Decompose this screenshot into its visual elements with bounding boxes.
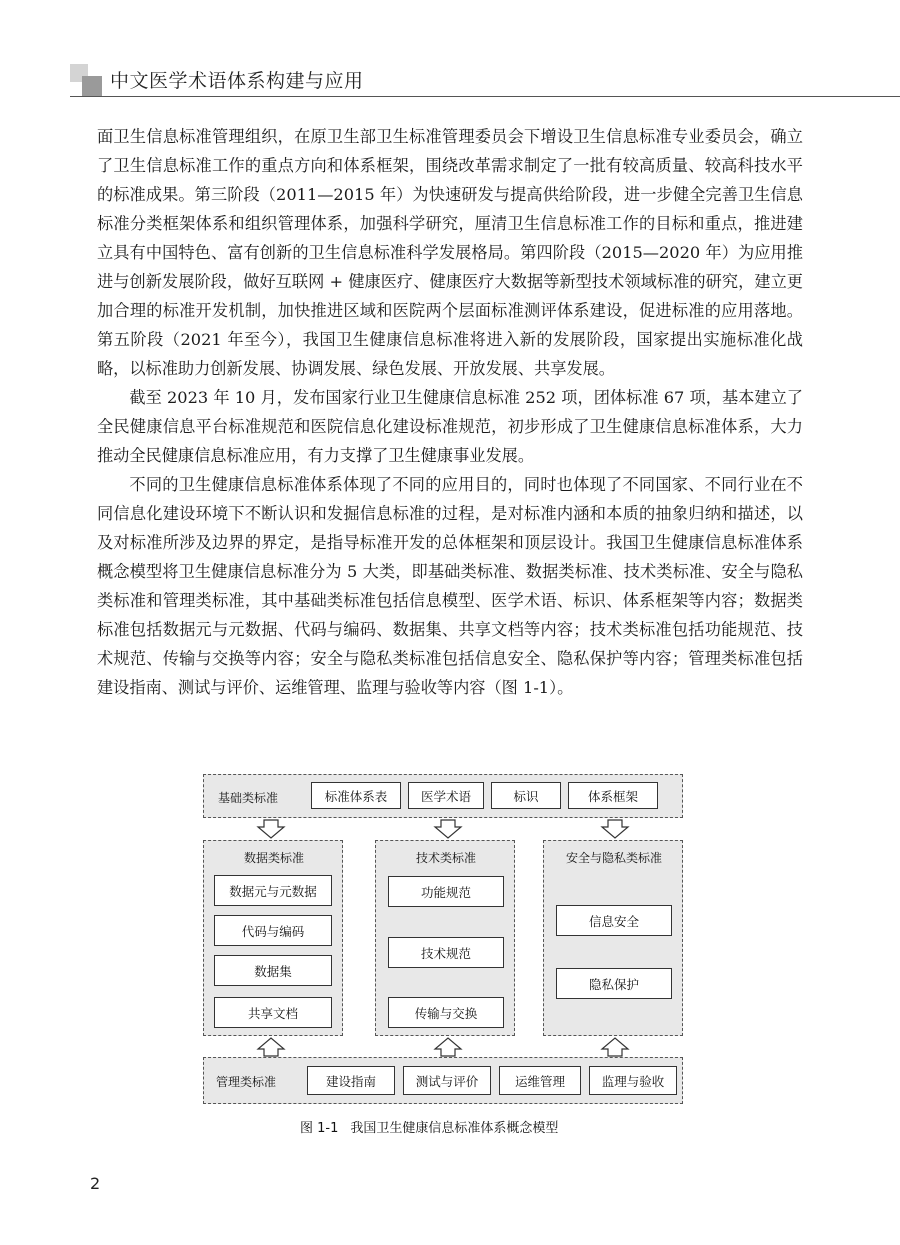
panel-tech: [375, 840, 515, 1036]
panel-management: [203, 1057, 683, 1104]
panel-security: [543, 840, 683, 1036]
node-basic-4: 体系框架: [568, 782, 658, 809]
figure-caption: [300, 1117, 558, 1136]
figure-caption-text: 我国卫生健康信息标准体系概念模型: [350, 1121, 559, 1136]
panel-data-label: 数据类标准: [243, 851, 304, 865]
figure-caption-number: 图 1-1: [300, 1121, 339, 1136]
node-tech-2: 技术规范: [388, 937, 504, 968]
node-management-3: 运维管理: [499, 1066, 581, 1095]
panel-basic-label: 基础类标准: [218, 791, 279, 805]
panel-management-label: 管理类标准: [216, 1075, 277, 1089]
arrow-down-icon: [433, 819, 463, 839]
paragraph-1: 面卫生信息标准管理组织，在原卫生部卫生标准管理委员会下增设卫生信息标准专业委员会，确立了卫生信息标准工作的重点方向和体系框架，围绕改革需求制定了一批有较高质量、较高科技水平的标准成果。第三阶段（2011—2015 年）为快速研发与提高供给阶段，进一步健全完善卫生信息标准分类框架体系和组织管理体系，加强科学研究，厘清卫生信息标准工作的目标和重点，推进建立具有中国特色、富有创新的卫生信息标准科学发展格局。第四阶段（2015—2020 年）为应用推进与创新发展阶段，做好互联网 + 健康医疗、健康医疗大数据等新型技术领域标准的研究，建立更加合理的标准开发机制，加快推进区域和医院两个层面标准测评体系建设，促进标准的应用落地。第五阶段（2021 年至今），我国卫生健康信息标准将进入新的发展阶段，国家提出实施标准化战略，以标准助力创新发展、协调发展、绿色发展、开放发展、共享发展。: [97, 127, 803, 378]
body-text: [97, 122, 803, 702]
arrow-up-icon: [433, 1037, 463, 1057]
node-data-3: 数据集: [214, 955, 332, 986]
arrow-down-icon: [256, 819, 286, 839]
paragraph-3: 不同的卫生健康信息标准体系体现了不同的应用目的，同时也体现了不同国家、不同行业在不同信息化建设环境下不断认识和发掘信息标准的过程，是对标准内涵和本质的抽象归纳和描述，以及对标准所涉及边界的界定，是指导标准开发的总体框架和顶层设计。我国卫生健康信息标准体系概念模型将卫生健康信息标准分为 5 大类，即基础类标准、数据类标准、技术类标准、安全与隐私类标准和管理类标准，其中基础类标准包括信息模型、医学术语、标识、体系框架等内容；数据类标准包括数据元与元数据、代码与编码、数据集、共享文档等内容；技术类标准包括功能规范、技术规范、传输与交换等内容；安全与隐私类标准包括信息安全、隐私保护等内容；管理类标准包括建设指南、测试与评价、运维管理、监理与验收等内容（图 1-1）。: [97, 475, 803, 697]
node-basic-2: 医学术语: [408, 782, 484, 809]
node-basic-3: 标识: [491, 782, 561, 809]
node-security-2: 隐私保护: [556, 968, 672, 999]
header-ornament: [70, 64, 104, 98]
node-management-4: 监理与验收: [589, 1066, 677, 1095]
running-header-title: 中文医学术语体系构建与应用: [110, 70, 364, 92]
panel-security-label: 安全与隐私类标准: [565, 851, 662, 865]
arrow-up-icon: [256, 1037, 286, 1057]
node-data-4: 共享文档: [214, 997, 332, 1028]
figure-1-1: [203, 774, 683, 1104]
arrow-down-icon: [600, 819, 630, 839]
node-basic-1: 标准体系表: [311, 782, 401, 809]
panel-basic: [203, 774, 683, 818]
node-management-1: 建设指南: [307, 1066, 395, 1095]
node-tech-3: 传输与交换: [388, 997, 504, 1028]
panel-data: [203, 840, 343, 1036]
page-number: 2: [90, 1174, 101, 1193]
node-tech-1: 功能规范: [388, 876, 504, 907]
node-data-2: 代码与编码: [214, 915, 332, 946]
paragraph-2: 截至 2023 年 10 月，发布国家行业卫生健康信息标准 252 项，团体标准 67 项，基本建立了全民健康信息平台标准规范和医院信息化建设标准规范，初步形成了卫生健康信息标准体系，大力推动全民健康信息标准应用，有力支撑了卫生健康事业发展。: [97, 388, 803, 465]
panel-tech-label: 技术类标准: [415, 851, 476, 865]
header-rule: [70, 96, 900, 97]
node-management-2: 测试与评价: [403, 1066, 491, 1095]
arrow-up-icon: [600, 1037, 630, 1057]
node-data-1: 数据元与元数据: [214, 875, 332, 906]
node-security-1: 信息安全: [556, 905, 672, 936]
